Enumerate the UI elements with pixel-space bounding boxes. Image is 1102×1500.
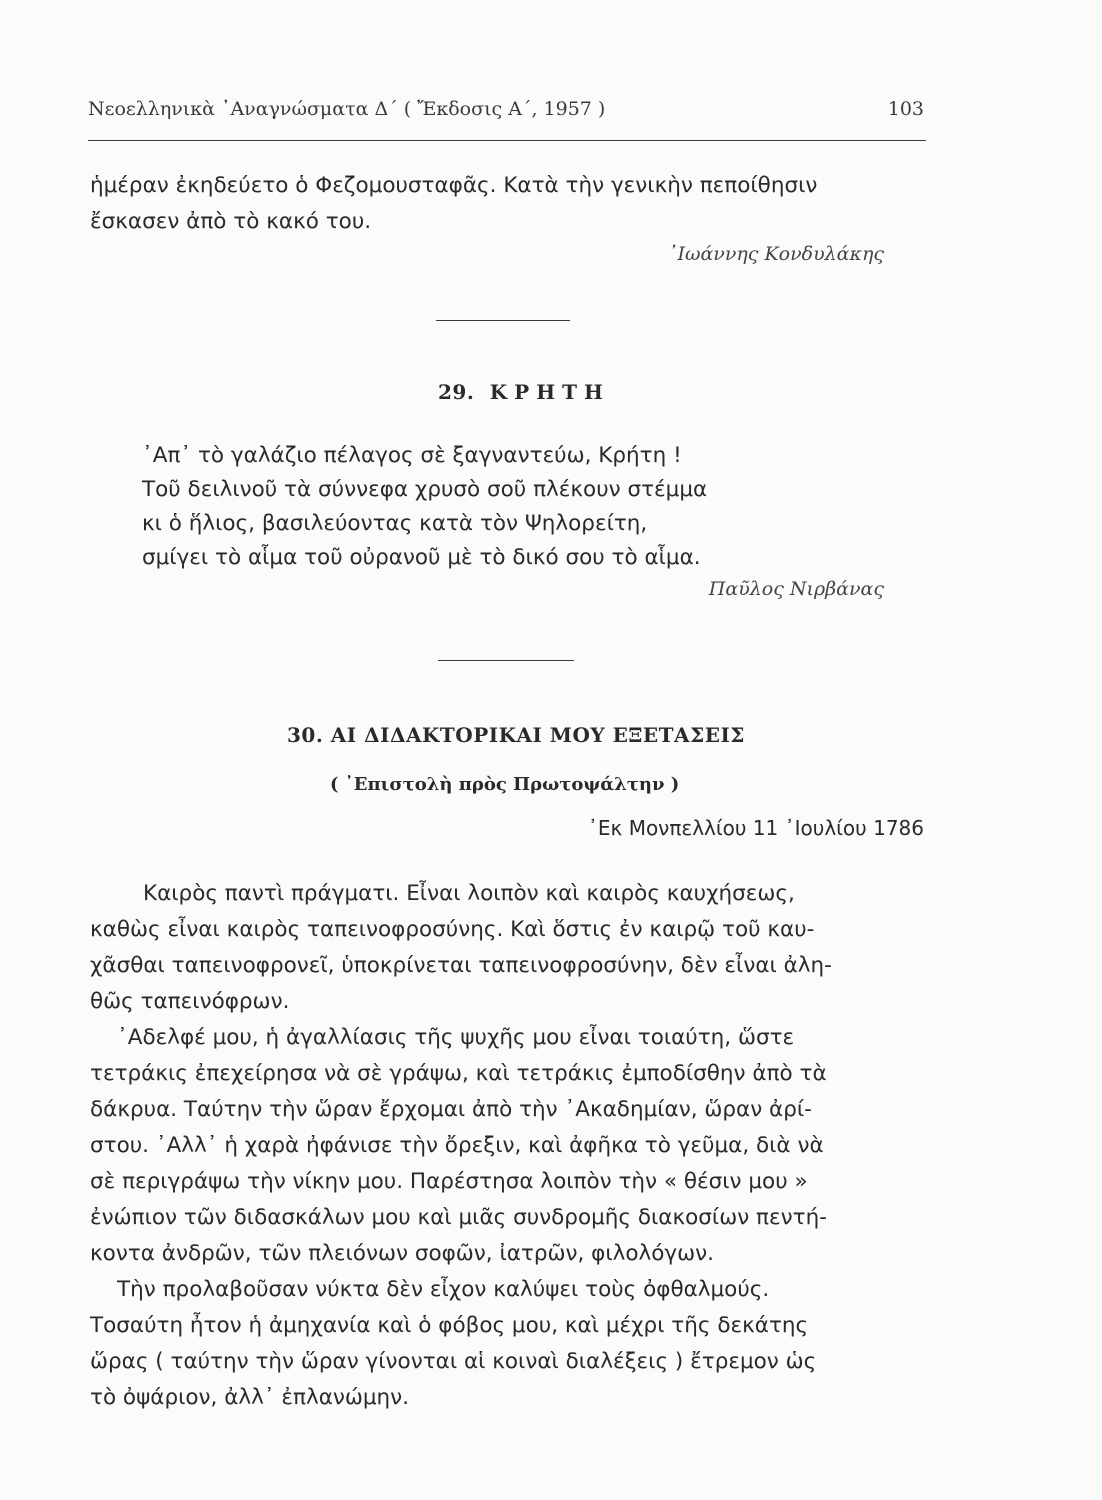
page-number: 103 — [887, 98, 924, 120]
section-29-title: ΚΡΗΤΗ — [489, 380, 610, 404]
body-line-14: ὥρας ( ταύτην τὴν ὥραν γίνονται αἱ κοιναὶ διαλέξεις ) ἔτρεμον ὡς — [90, 1349, 817, 1374]
body-line-7: δάκρυα. Ταύτην τὴν ὥραν ἔρχομαι ἀπὸ τὴν ᾿Ακαδημίαν, ὥραν ἀρί- — [90, 1097, 812, 1122]
body-line-2: καθὼς εἶναι καιρὸς ταπεινοφροσύνης. Καὶ ὅστις ἐν καιρῷ τοῦ καυ- — [90, 917, 815, 942]
section-29-number: 29. — [438, 380, 475, 404]
body-line-6: τετράκις ἐπεχείρησα νὰ σὲ γράψω, καὶ τετράκις ἐμποδίσθην ἀπὸ τὰ — [90, 1061, 827, 1086]
section-30-heading: 30. ΑΙ ΔΙΔΑΚΤΟΡΙΚΑΙ ΜΟΥ ΕΞΕΤΑΣΕΙΣ — [287, 723, 745, 747]
running-head-title: Νεοελληνικὰ ᾿Αναγνώσματα Δ΄ ( Ἔκδοσις Α΄, 1957 ) — [88, 98, 606, 120]
letter-dateline: ᾿Εκ Μονπελλίου 11 ᾿Ιουλίου 1786 — [587, 816, 924, 840]
poem-line-1: ᾿Απ᾿ τὸ γαλάζιο πέλαγος σὲ ξαγναντεύω, Κρήτη ! — [142, 443, 682, 468]
body-line-10: ἐνώπιον τῶν διδασκάλων μου καὶ μιᾶς συνδρομῆς διακοσίων πεντή- — [90, 1205, 827, 1230]
poem-line-3: κι ὁ ἥλιος, βασιλεύοντας κατὰ τὸν Ψηλορείτη, — [142, 511, 648, 536]
section-30-subtitle: ( ᾿Επιστολὴ πρὸς Πρωτοψάλτην ) — [330, 774, 680, 795]
body-line-11: κοντα ἀνδρῶν, τῶν πλειόνων σοφῶν, ἰατρῶν, φιλολόγων. — [90, 1241, 714, 1266]
continuation-line-2: ἔσκασεν ἀπὸ τὸ κακό του. — [90, 209, 372, 234]
body-line-1: Καιρὸς παντὶ πράγματι. Εἶναι λοιπὸν καὶ καιρὸς καυχήσεως, — [143, 881, 795, 906]
header-rule — [88, 140, 926, 141]
body-line-3: χᾶσθαι ταπεινοφρονεῖ, ὑποκρίνεται ταπεινοφροσύνην, δὲν εἶναι ἀλη- — [90, 953, 832, 978]
body-line-5: ᾿Αδελφέ μου, ἡ ἀγαλλίασις τῆς ψυχῆς μου εἶναι τοιαύτη, ὥστε — [117, 1025, 795, 1050]
section-29-heading — [438, 380, 610, 404]
section-separator-1 — [436, 320, 570, 321]
poem-line-4: σμίγει τὸ αἷμα τοῦ οὐρανοῦ μὲ τὸ δικό σου τὸ αἷμα. — [142, 545, 701, 570]
running-head — [88, 98, 924, 120]
body-line-8: στου. ᾿Αλλ᾿ ἡ χαρὰ ἠφάνισε τὴν ὄρεξιν, καὶ ἀφῆκα τὸ γεῦμα, διὰ νὰ — [90, 1133, 824, 1158]
body-line-12: Τὴν προλαβοῦσαν νύκτα δὲν εἶχον καλύψει τοὺς ὀφθαλμούς. — [117, 1277, 770, 1302]
body-line-13: Τοσαύτη ἦτον ἡ ἀμηχανία καὶ ὁ φόβος μου, καὶ μέχρι τῆς δεκάτης — [90, 1313, 809, 1338]
body-line-4: θῶς ταπεινόφρων. — [90, 989, 290, 1014]
body-line-9: σὲ περιγράψω τὴν νίκην μου. Παρέστησα λοιπὸν τὴν « θέσιν μου » — [90, 1169, 808, 1194]
body-line-15: τὸ ὀψάριον, ἀλλ᾿ ἐπλανώμην. — [90, 1385, 410, 1410]
section-separator-2 — [438, 660, 574, 661]
author-signature-kondylakis: ᾿Ιωάννης Κονδυλάκης — [667, 243, 884, 265]
poem-line-2: Τοῦ δειλινοῦ τὰ σύννεφα χρυσὸ σοῦ πλέκουν στέμμα — [142, 477, 708, 502]
author-signature-nirvanas: Παῦλος Νιρβάνας — [708, 578, 884, 600]
continuation-line-1: ἡμέραν ἐκηδεύετο ὁ Φεζομουσταφᾶς. Κατὰ τὴν γενικὴν πεποίθησιν — [90, 173, 818, 198]
